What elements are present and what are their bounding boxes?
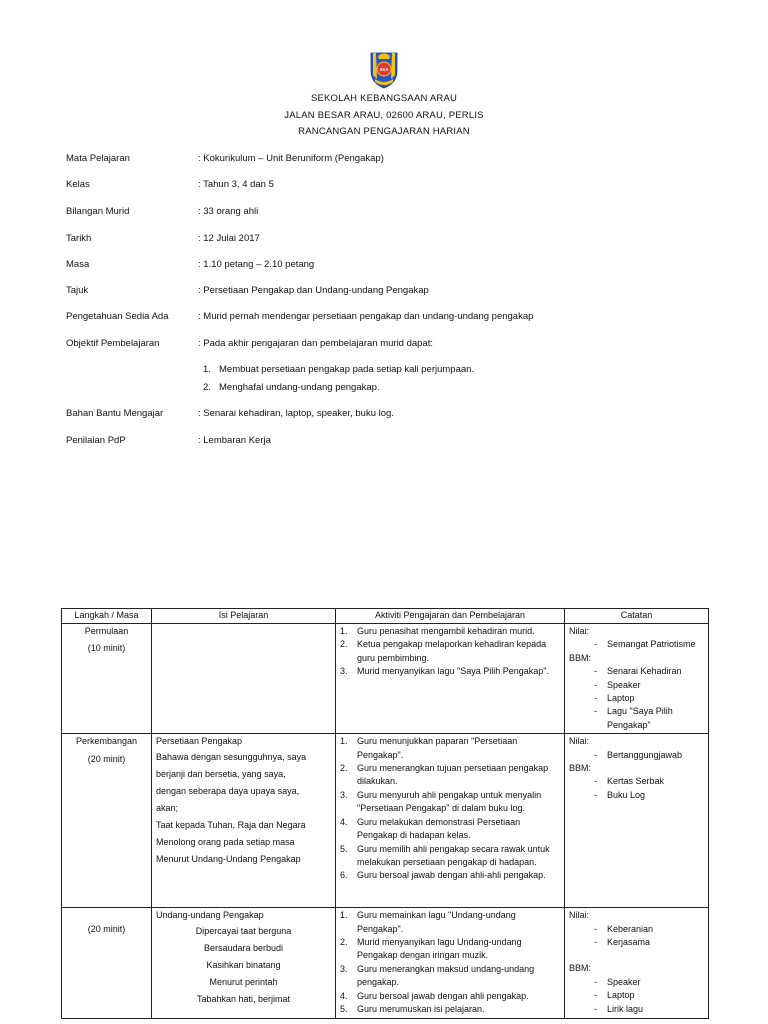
- document-title: RANCANGAN PENGAJARAN HARIAN: [298, 126, 470, 137]
- info-label: Bilangan Murid: [66, 206, 130, 217]
- objective-number: 2.: [203, 382, 211, 393]
- list-item: [340, 638, 560, 665]
- list-item: - Senarai Kehadiran: [569, 665, 704, 678]
- info-label: Masa: [66, 259, 90, 270]
- activity-text: Murid menyanyikan lagu Undang-undang Pengakap dengan iringan muzik.: [357, 937, 522, 961]
- school-address: JALAN BESAR ARAU, 02600 ARAU, PERLIS: [284, 110, 484, 121]
- activity-text: Guru melakukan demonstrasi Persetiaan Pengakap di hadapan kelas.: [357, 816, 521, 841]
- isi-cell: [152, 908, 336, 1018]
- langkah-duration: (20 minit): [87, 753, 126, 764]
- catatan-cell: [565, 734, 709, 908]
- list-item: [340, 963, 560, 990]
- isi-line: Bahawa dengan sesungguhnya, saya: [156, 751, 307, 762]
- school-crest-icon: [369, 49, 399, 89]
- objective-item: [203, 382, 380, 393]
- catatan-cell: [565, 908, 709, 1018]
- isi-line: Dipercayai taat berguna: [195, 925, 292, 936]
- info-label: Bahan Bantu Mengajar: [66, 408, 164, 419]
- info-value: : Senarai kehadiran, laptop, speaker, buku log.: [198, 408, 394, 419]
- activity-number: 2.: [340, 937, 348, 948]
- activity-text: Guru bersoal jawab dengan ahli-ahli pengakap.: [357, 870, 546, 881]
- bbm-item: Buku Log: [607, 789, 646, 800]
- isi-line: Menurut perintah: [209, 976, 278, 987]
- list-item: - Bertanggungjawab: [569, 749, 704, 762]
- langkah-cell: [62, 734, 152, 908]
- activity-text: Guru menerangkan tujuan persetiaan pengakap dilakukan.: [357, 763, 549, 787]
- list-item: [340, 909, 560, 936]
- isi-title: Undang-undang Pengakap: [156, 910, 264, 921]
- list-item: - Laptop: [569, 989, 704, 1002]
- info-value: : 33 orang ahli: [198, 206, 259, 217]
- info-label: Kelas: [66, 179, 90, 190]
- info-value: : Persetiaan Pengakap dan Undang-undang Pengakap: [198, 285, 429, 296]
- objective-item: [203, 364, 474, 375]
- activity-text: Ketua pengakap melaporkan kehadiran kepada guru pembimbing.: [357, 639, 547, 663]
- activity-number: 5.: [340, 1004, 348, 1015]
- bbm-label: BBM:: [569, 963, 592, 974]
- list-item: - Speaker: [569, 679, 704, 692]
- list-item: [340, 762, 560, 789]
- nilai-item: Kerjasama: [607, 937, 651, 948]
- info-label: Penilaian PdP: [66, 435, 126, 446]
- isi-line: berjanji dan bersetia, yang saya,: [156, 768, 286, 779]
- isi-cell: [152, 734, 336, 908]
- info-value: : Pada akhir pengajaran dan pembelajaran murid dapat:: [198, 338, 434, 349]
- info-value: : 12 Julai 2017: [198, 233, 260, 244]
- aktiviti-cell: [336, 908, 565, 1018]
- isi-line: Tabahkan hati, berjimat: [196, 993, 291, 1004]
- list-item: - Semangat Patriotisme: [569, 638, 704, 651]
- activity-number: 4.: [340, 990, 348, 1001]
- table-row: [62, 908, 709, 1018]
- lesson-plan-table: [61, 608, 709, 1019]
- langkah-name: Perkembangan: [75, 736, 138, 747]
- activity-number: 3.: [340, 666, 348, 677]
- nilai-label: Nilai:: [569, 736, 590, 747]
- column-header: Isi Pelajaran: [152, 609, 336, 624]
- isi-line: Taat kepada Tuhan, Raja dan Negara: [156, 819, 306, 830]
- list-item: [340, 625, 560, 638]
- langkah-cell: [62, 624, 152, 734]
- bbm-item: Lagu "Saya Pilih Pengakap": [607, 706, 673, 730]
- info-label: Tajuk: [66, 285, 89, 296]
- list-item: [340, 990, 560, 1003]
- activity-number: 4.: [340, 816, 348, 827]
- activity-number: 2.: [340, 763, 348, 774]
- table-row: [62, 624, 709, 734]
- activity-text: Guru menyuruh ahli pengakap untuk menyalin "Persetiaan Pengakap" di dalam buku log.: [357, 789, 542, 814]
- nilai-item: Semangat Patriotisme: [607, 639, 696, 650]
- bbm-item: Laptop: [607, 990, 635, 1001]
- table-header-row: [62, 609, 709, 624]
- list-item: [340, 816, 560, 843]
- activity-text: Guru bersoal jawab dengan ahli pengakap.: [357, 990, 529, 1001]
- activity-number: 1.: [340, 736, 348, 747]
- catatan-cell: [565, 624, 709, 734]
- activity-number: 5.: [340, 843, 348, 854]
- aktiviti-cell: [336, 734, 565, 908]
- table-row: [62, 734, 709, 908]
- list-item: [340, 936, 560, 963]
- info-value: : Murid pernah mendengar persetiaan pengakap dan undang-undang pengakap: [198, 311, 534, 322]
- activity-text: Guru memilih ahli pengakap secara rawak untuk melakukan persetiaan pengakap di hadapan.: [357, 843, 550, 867]
- isi-line: Menolong orang pada setiap masa: [156, 836, 295, 847]
- isi-line: akan;: [156, 802, 179, 813]
- objective-text: Membuat persetiaan pengakap pada setiap kali perjumpaan.: [219, 364, 475, 375]
- list-item: - Lagu "Saya Pilih Pengakap": [569, 705, 704, 732]
- list-item: - Speaker: [569, 976, 704, 989]
- list-item: - Kerjasama: [569, 936, 704, 949]
- list-item: [340, 665, 560, 678]
- list-item: - Lirik lagu: [569, 1003, 704, 1016]
- bbm-item: Senarai Kehadiran: [607, 666, 682, 677]
- info-value: : 1.10 petang – 2.10 petang: [198, 259, 315, 270]
- nilai-label: Nilai:: [569, 626, 590, 636]
- info-value: : Kokurikulum – Unit Beruniform (Pengakap): [198, 153, 384, 164]
- bbm-item: Laptop: [607, 693, 635, 704]
- langkah-duration: (10 minit): [87, 643, 126, 654]
- isi-line: Bersaudara berbudi: [203, 942, 284, 953]
- isi-title: Persetiaan Pengakap: [156, 736, 243, 747]
- activity-number: 2.: [340, 639, 348, 650]
- activity-text: Murid menyanyikan lagu "Saya Pilih Pengakap".: [357, 666, 549, 677]
- info-label: Pengetahuan Sedia Ada: [66, 311, 169, 322]
- isi-line: Kasihkan binatang: [206, 959, 281, 970]
- isi-line: Menurut Undang-Undang Pengakap: [156, 853, 301, 864]
- activity-number: 6.: [340, 870, 348, 881]
- nilai-item: Keberanian: [607, 923, 654, 934]
- list-item: - Keberanian: [569, 923, 704, 936]
- langkah-cell: [62, 908, 152, 1018]
- column-header: Catatan: [565, 609, 709, 624]
- nilai-item: Bertanggungjawab: [607, 749, 683, 760]
- nilai-label: Nilai:: [569, 910, 590, 921]
- activity-text: Guru penasihat mengambil kehadiran murid.: [357, 626, 535, 636]
- bbm-item: Speaker: [607, 679, 641, 690]
- activity-number: 3.: [340, 963, 348, 974]
- langkah-duration: (20 minit): [87, 924, 126, 935]
- crest-text: SKA: [379, 67, 389, 72]
- bbm-label: BBM:: [569, 763, 592, 774]
- list-item: [340, 869, 560, 882]
- list-item: - Laptop: [569, 692, 704, 705]
- activity-number: 1.: [340, 626, 348, 636]
- isi-line: dengan seberapa daya upaya saya,: [156, 785, 300, 796]
- activity-number: 1.: [340, 910, 348, 921]
- info-value: : Tahun 3, 4 dan 5: [198, 179, 274, 190]
- info-label: Objektif Pembelajaran: [66, 338, 160, 349]
- list-item: - Buku Log: [569, 789, 704, 802]
- school-name: SEKOLAH KEBANGSAAN ARAU: [310, 93, 458, 104]
- activity-text: Guru memainkan lagu "Undang-undang Pengakap".: [357, 910, 516, 934]
- bbm-item: Kertas Serbak: [607, 776, 665, 787]
- info-label: Mata Pelajaran: [66, 153, 130, 164]
- isi-cell: [152, 624, 336, 734]
- list-item: [340, 735, 560, 762]
- objective-number: 1.: [203, 364, 211, 375]
- list-item: [340, 789, 560, 816]
- info-value: : Lembaran Kerja: [198, 435, 271, 446]
- aktiviti-cell: [336, 624, 565, 734]
- langkah-name: Permulaan: [84, 626, 129, 636]
- info-label: Tarikh: [66, 233, 92, 244]
- objective-text: Menghafal undang-undang pengakap.: [219, 382, 380, 393]
- activity-text: Guru merumuskan isi pelajaran.: [357, 1004, 485, 1015]
- list-item: [340, 843, 560, 870]
- activity-number: 3.: [340, 789, 348, 800]
- activity-text: Guru menunjukkan paparan "Persetiaan Pengakap".: [357, 736, 518, 760]
- list-item: - Kertas Serbak: [569, 775, 704, 788]
- activity-text: Guru menerangkan maksud undang-undang pengakap.: [357, 963, 535, 988]
- bbm-label: BBM:: [569, 652, 592, 663]
- column-header: Langkah / Masa: [62, 609, 152, 624]
- column-header: Aktiviti Pengajaran dan Pembelajaran: [336, 609, 565, 624]
- bbm-item: Speaker: [607, 976, 641, 987]
- bbm-item: Lirik lagu: [607, 1003, 644, 1014]
- list-item: [340, 1003, 560, 1016]
